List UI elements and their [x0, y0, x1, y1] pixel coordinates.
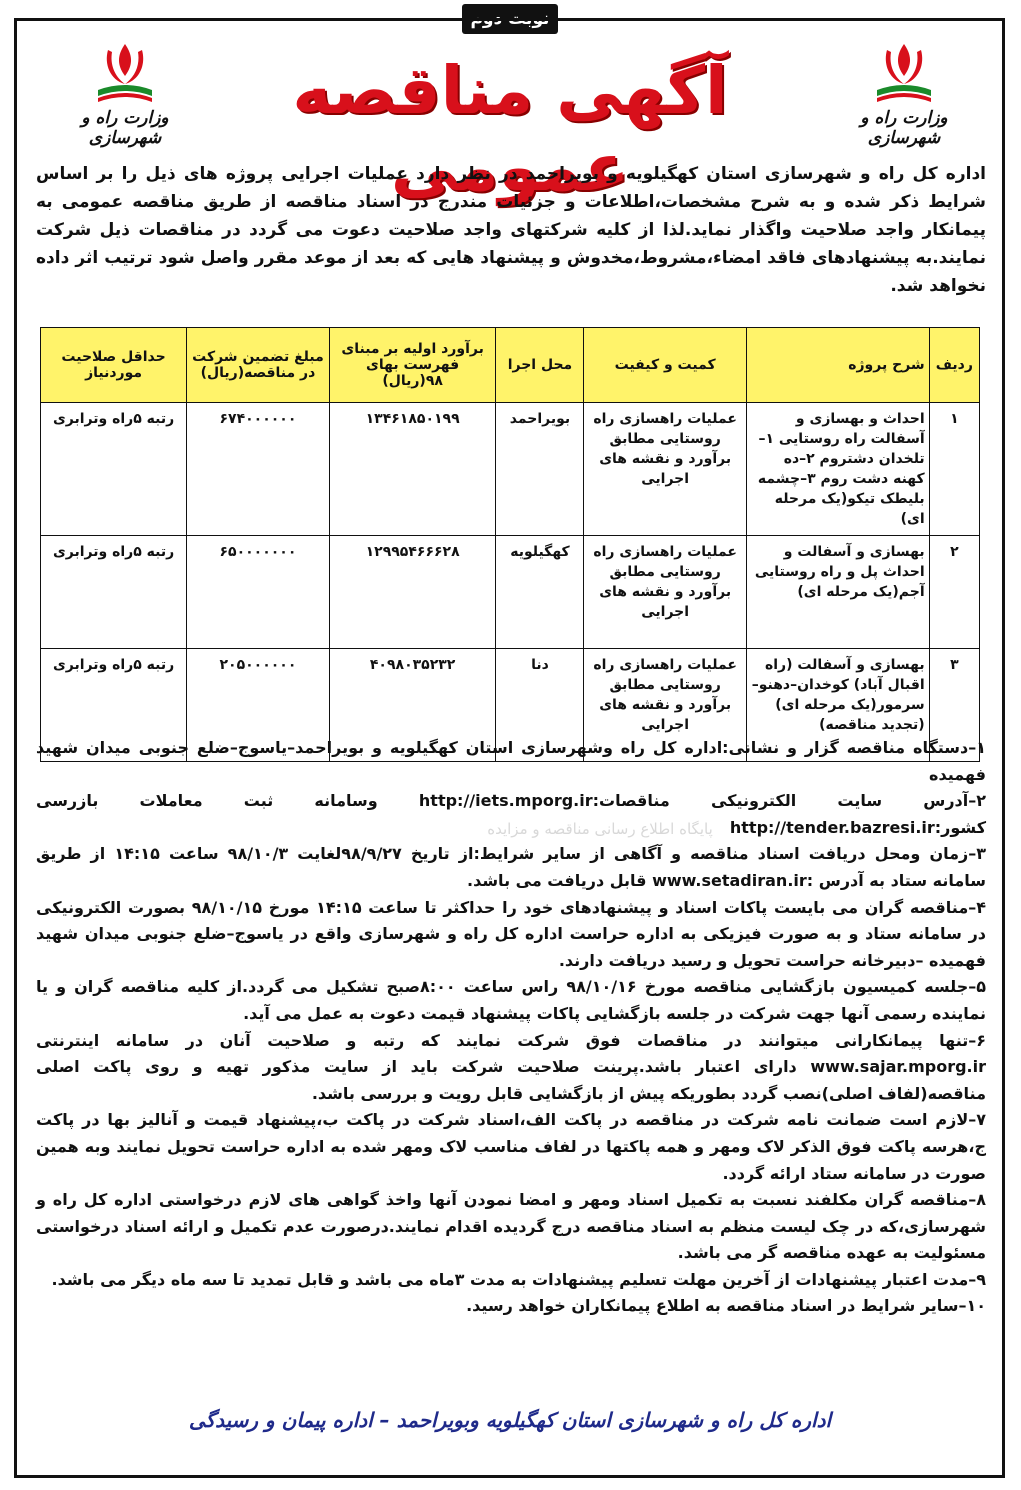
- header-estimate: برآورد اولیه بر مبنای فهرست بهای ۹۸(ریال): [329, 328, 496, 403]
- header-quantity: کمیت و کیفیت: [584, 328, 746, 403]
- intro-paragraph: اداره کل راه و شهرسازی استان کهگیلویه و بویراحمد در نظر دارد عملیات اجرایی پروژه های ذیل را بر اساس شرایط ذکر شده و به شرح مشخصات،اطلاعات و جزئیات مندرج در اسناد مناقصه از طریق مناقصه عمومی به پیمانکار واجد صلاحیت واگذار نماید.لذا از کلیه شرکتهای واجد صلاحیت دعوت می گردد در مناقصات ذیل شرکت نمایند.به پیشنهادهای فاقد امضاء،مشروط،مخدوش و پیشنهاد هایی که بعد از موعد مقرر واصل شود ترتیب اثر داده نخواهد شد.: [36, 164, 986, 296]
- cell-row-number: ۲: [929, 536, 979, 649]
- cell-min-qualification: رتبه ۵راه وترابری: [41, 403, 187, 536]
- cell-location: بویراحمد: [496, 403, 584, 536]
- table-row: [41, 536, 980, 649]
- cell-min-qualification: رتبه ۵راه وترابری: [41, 649, 187, 762]
- ministry-name: وزارت راه و شهرسازی: [81, 108, 169, 148]
- header-row-number: ردیف: [929, 328, 979, 403]
- round-badge: نوبت دوم: [462, 4, 558, 34]
- cell-location: دنا: [496, 649, 584, 762]
- projects-table: [40, 327, 980, 762]
- cell-estimate: ۱۲۹۹۵۴۶۶۶۲۸: [329, 536, 496, 649]
- cell-estimate: ۴۰۹۸۰۳۵۲۳۲: [329, 649, 496, 762]
- ministry-logo-right: [829, 36, 979, 146]
- term-item: ۵–جلسه کمیسیون بازگشایی مناقصه مورخ ۹۸/۱۰/۱۶ راس ساعت ۸:۰۰صبح تشکیل می گردد.از کلیه مناقصه گران و یا نماینده رسمی آنها جهت شرکت در جلسه بازگشایی پاکات پیشنهاد قیمت دعوت به عمل می آید.: [36, 977, 986, 1023]
- term-item: ۱۰–سایر شرایط در اسناد مناقصه به اطلاع پیمانکاران خواهد رسید.: [466, 1296, 986, 1316]
- term-item: ۲–آدرس سایت الکترونیکی مناقصات:http://iets.mporg.ir وسامانه ثبت معاملات بازرسی کشور:http://tender.bazresi.ir: [36, 791, 987, 837]
- terms-list: [36, 735, 986, 1320]
- footer-signature: اداره کل راه و شهرسازی استان کهگیلویه وبویراحمد – اداره پیمان و رسیدگی: [188, 1408, 832, 1432]
- ministry-logo-left: [50, 36, 200, 146]
- term-item: ۷–لازم است ضمانت نامه شرکت در مناقصه در پاکت الف،اسناد شرکت در پاکت ب،پیشنهاد قیمت و آنالیز بها در پاکت ج،هرسه پاکت فوق الذکر لاک ومهر و همه پاکتها در لفاف مناسب لاک ومهر شده به اداره حراست تحویل نمایند وبه همین صورت در سامانه ستاد ارائه گردد.: [36, 1110, 986, 1183]
- header-guarantee: مبلغ تضمین شرکت در مناقصه(ریال): [187, 328, 330, 403]
- header-location: محل اجرا: [496, 328, 584, 403]
- emblem-icon: [869, 36, 939, 106]
- term-item: ۴–مناقصه گران می بایست پاکات اسناد و پیشنهادهای خود را حداکثر تا ساعت ۱۴:۱۵ مورخ ۹۸/۱۰/۱۵ بصورت الکترونیکی در سامانه ستاد و به صورت فیزیکی به اداره حراست اداره کل راه و شهرسازی واقع در یاسوج–ضلع جنوبی میدان شهید فهمیده –دبیرخانه حراست تحویل و رسید دریافت دارند.: [36, 897, 986, 970]
- cell-location: کهگیلویه: [496, 536, 584, 649]
- watermark: پایگاه اطلاع رسانی مناقصه و مزایده: [487, 820, 713, 838]
- cell-guarantee: ۶۵۰۰۰۰۰۰۰: [187, 536, 330, 649]
- cell-guarantee: ۲۰۵۰۰۰۰۰۰: [187, 649, 330, 762]
- cell-description: بهسازی و آسفالت (راه اقبال آباد) کوخدان–دهنو–سرمور(یک مرحله ای)(تجدید مناقصه): [746, 649, 929, 762]
- table-header-row: [41, 328, 980, 403]
- term-item: ۳–زمان ومحل دریافت اسناد مناقصه و آگاهی از سایر شرایط:از تاریخ ۹۸/۹/۲۷لغایت ۹۸/۱۰/۳ ساعت ۱۴:۱۵ از طریق سامانه ستاد به آدرس :www.setadiran.ir قابل دریافت می باشد.: [36, 844, 987, 890]
- cell-description: احداث و بهسازی و آسفالت راه روستایی ۱–تلخدان دشتروم ۲–ده کهنه دشت روم ۳–چشمه بلیطک تیکو(یک مرحله ای): [746, 403, 929, 536]
- cell-guarantee: ۶۷۴۰۰۰۰۰۰: [187, 403, 330, 536]
- term-item: ۸–مناقصه گران مکلفند نسبت به تکمیل اسناد ومهر و امضا نمودن آنها واخذ گواهی های لازم درخواستی اداره کل راه و شهرسازی،که در چک لیست منظم به اسناد مناقصه درج گردیده اقدام نمایند.درصورت عدم تکمیل و ارائه اسناد درخواستی مسئولیت به عهده مناقصه گر می باشد.: [36, 1190, 986, 1263]
- table-row: [41, 403, 980, 536]
- cell-quantity: عملیات راهسازی راه روستایی مطابق برآورد و نقشه های اجرایی: [584, 649, 746, 762]
- emblem-icon: [90, 36, 160, 106]
- term-item: ۱–دستگاه مناقصه گزار و نشانی:اداره کل راه وشهرسازی استان کهگیلویه و بویراحمد–یاسوج–ضلع جنوبی میدان شهید فهمیده: [36, 738, 986, 784]
- header-description: شرح پروژه: [746, 328, 929, 403]
- cell-quantity: عملیات راهسازی راه روستایی مطابق برآورد و نقشه های اجرایی: [584, 403, 746, 536]
- cell-description: بهسازی و آسفالت و احداث پل و راه روستایی آجم(یک مرحله ای): [746, 536, 929, 649]
- term-item: ۹–مدت اعتبار پیشنهادات از آخرین مهلت تسلیم پیشنهادات به مدت ۳ماه می باشد و قابل تمدید تا سه ماه دیگر می باشد.: [51, 1269, 986, 1289]
- header-min-qualification: حداقل صلاحیت موردنیاز: [41, 328, 187, 403]
- cell-min-qualification: رتبه ۵راه وترابری: [41, 536, 187, 649]
- cell-estimate: ۱۳۴۶۱۸۵۰۱۹۹: [329, 403, 496, 536]
- page-title: آگهی مناقصه عمومی: [292, 52, 728, 206]
- ministry-name: وزارت راه و شهرسازی: [860, 108, 948, 148]
- cell-row-number: ۳: [929, 649, 979, 762]
- term-item: ۶–تنها پیمانکارانی میتوانند در مناقصات فوق شرکت نمایند که رتبه و صلاحیت آنان در سامانه اینترنتی www.sajar.mporg.ir دارای اعتبار باشد.پرینت صلاحیت شرکت باید از سایت مذکور تهیه و روی پاکت اصلی مناقصه(لفاف اصلی)نصب گردد بطوریکه پیش از بازگشایی قابل رویت و بررسی باشد.: [36, 1030, 986, 1103]
- cell-quantity: عملیات راهسازی راه روستایی مطابق برآورد و نقشه های اجرایی: [584, 536, 746, 649]
- cell-row-number: ۱: [929, 403, 979, 536]
